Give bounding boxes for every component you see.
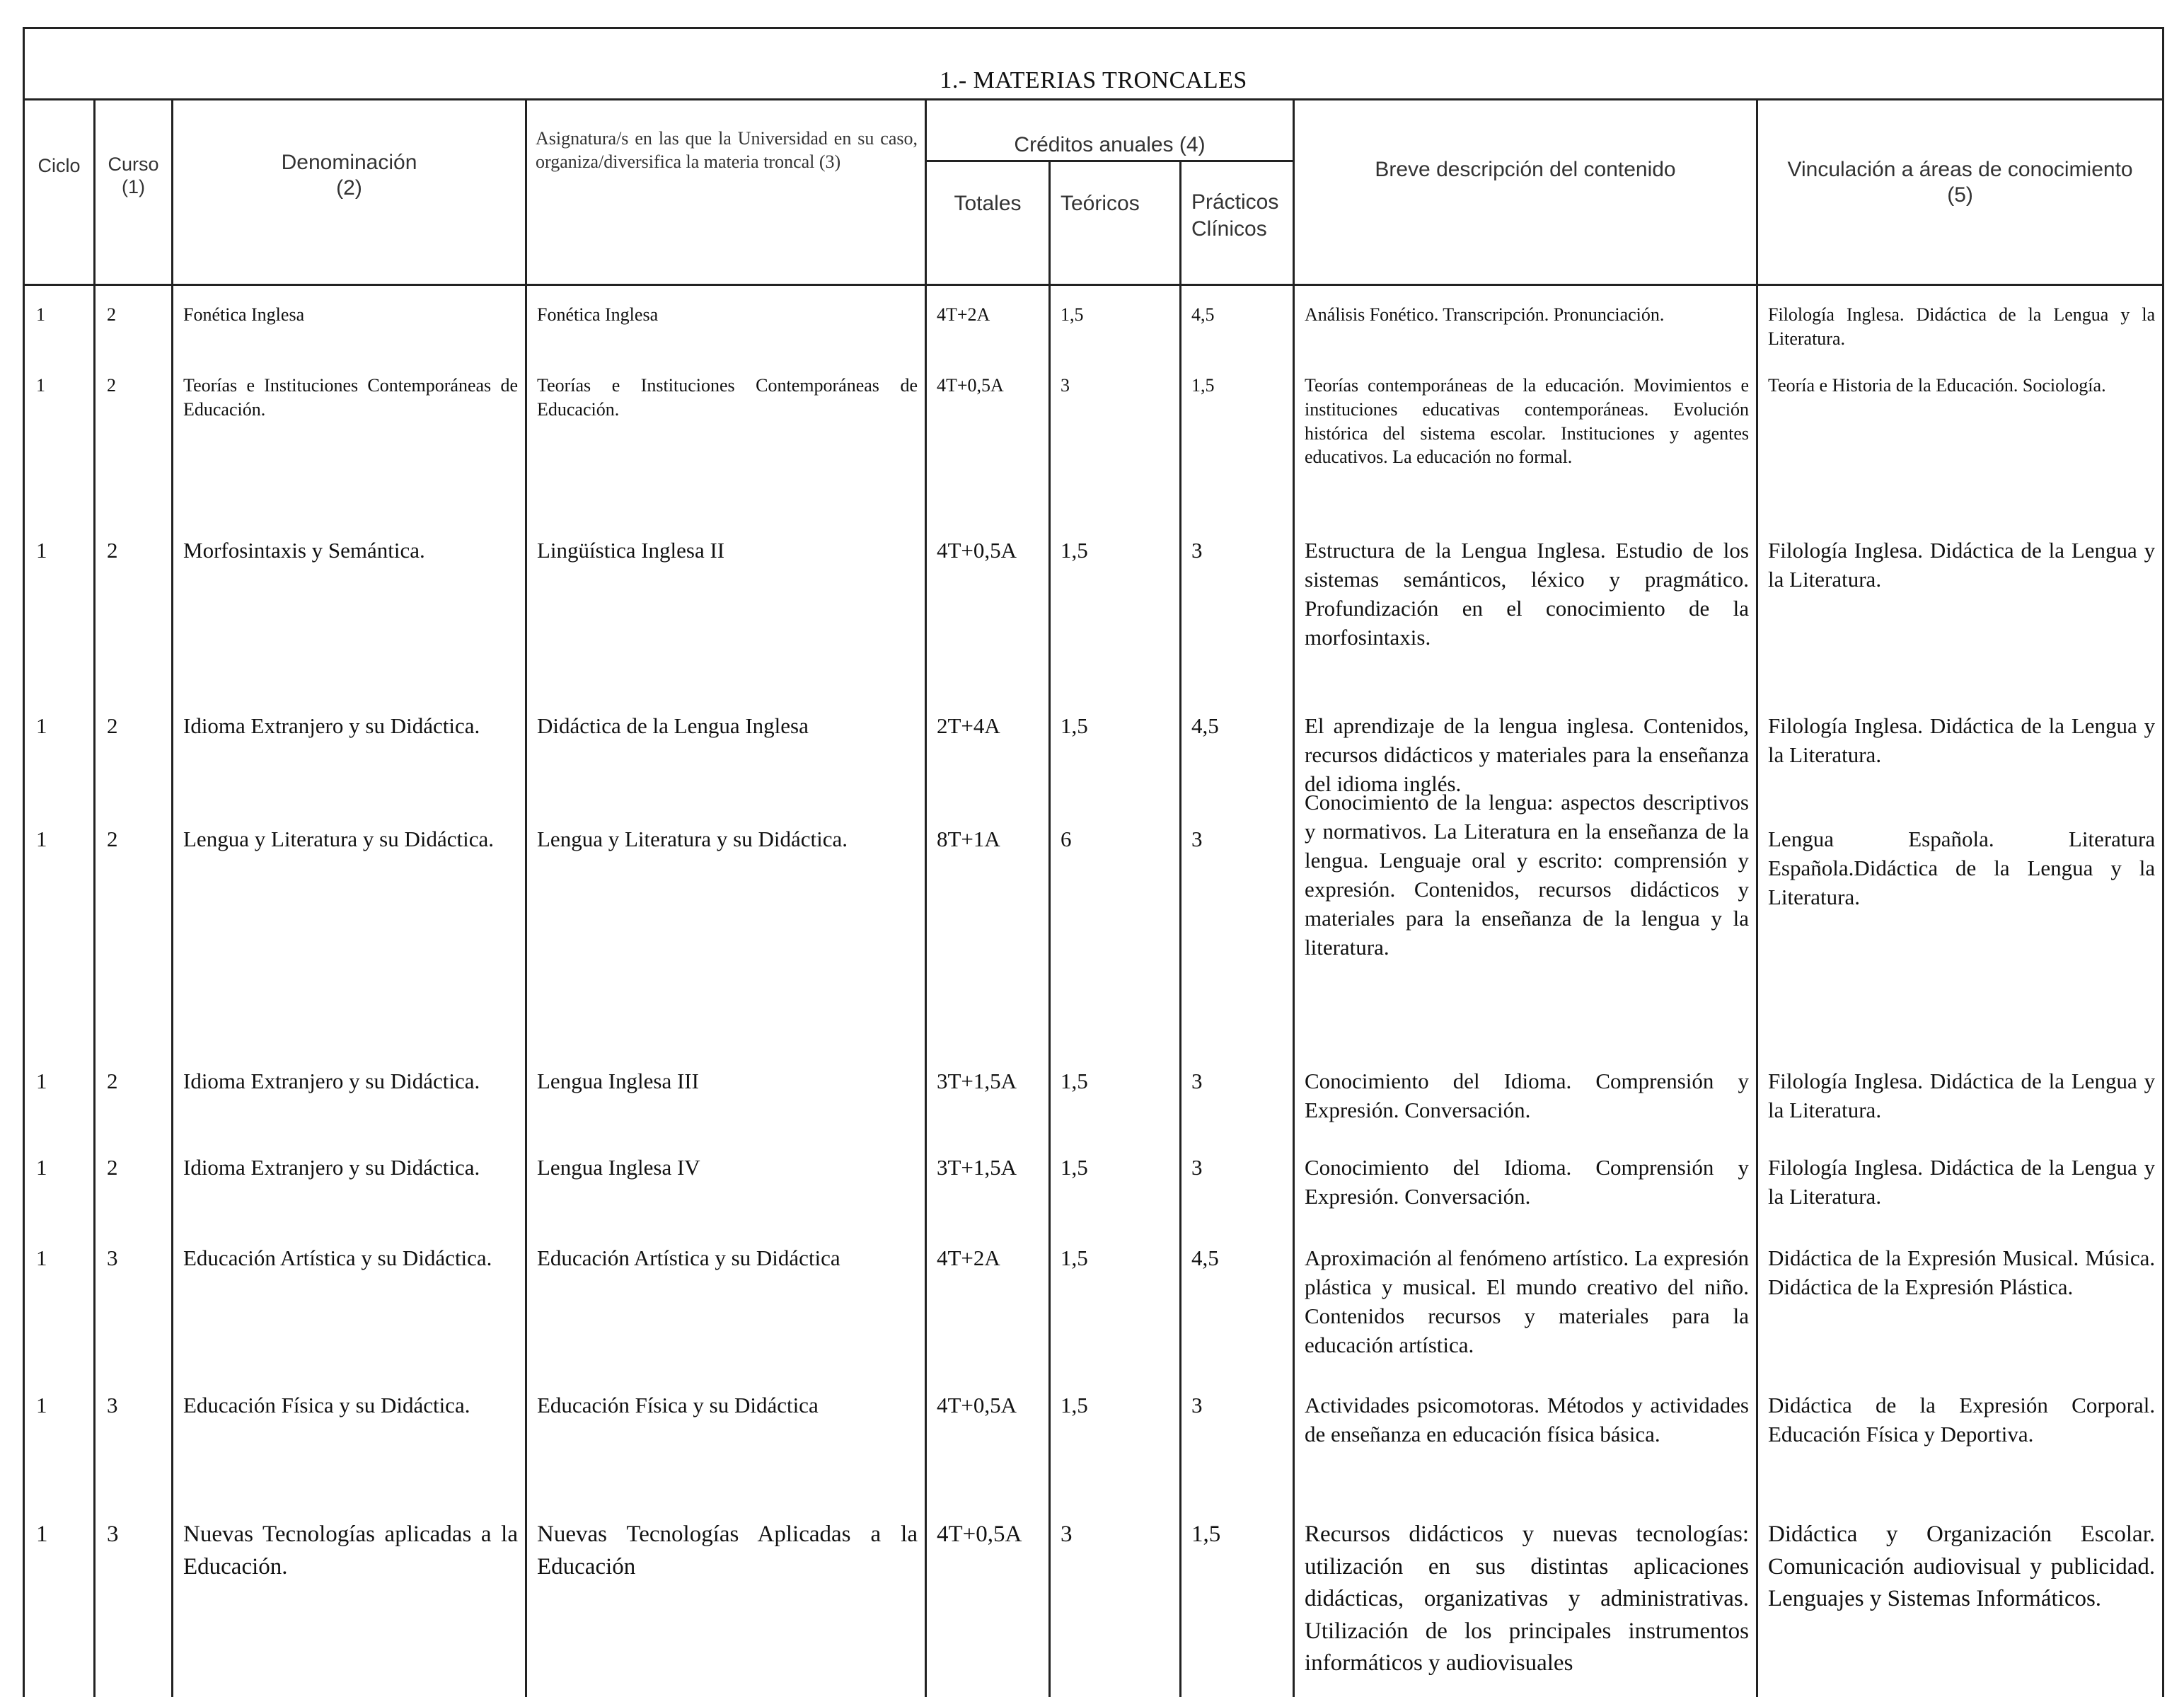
- cell-practicos: 4,5: [1181, 297, 1294, 368]
- cell-curso: 3: [95, 1238, 173, 1386]
- cell-ciclo: 1: [24, 706, 95, 819]
- table-row: [24, 1148, 2163, 1238]
- cell-ciclo: 1: [24, 1386, 95, 1513]
- cell-practicos: 4,5: [1181, 1238, 1294, 1386]
- cell-practicos: 3: [1181, 1148, 1294, 1238]
- cell-curso: 2: [95, 531, 173, 706]
- cell-curso: 2: [95, 819, 173, 1062]
- table-row: [24, 368, 2163, 531]
- cell-vinculacion: Filología Inglesa. Didáctica de la Lengua y la Literatura.: [1757, 1062, 2163, 1148]
- cell-descripcion: Teorías contemporáneas de la educación. Movimientos e instituciones educativas contemporáneas. Evolución histórica del sistema escolar. Instituciones y agentes educativos. La educación no formal.: [1294, 368, 1757, 531]
- cell-descripcion: Aproximación al fenómeno artístico. La expresión plástica y musical. El mundo creativo del niño. Contenidos recursos y materiales para la educación artística.: [1294, 1238, 1757, 1386]
- cell-teoricos: 1,5: [1050, 706, 1181, 819]
- cell-totales: 3T+1,5A: [926, 1148, 1050, 1238]
- cell-vinculacion: Didáctica de la Expresión Musical. Música. Didáctica de la Expresión Plástica.: [1757, 1238, 2163, 1386]
- cell-vinculacion: Didáctica de la Expresión Corporal. Educación Física y Deportiva.: [1757, 1386, 2163, 1513]
- cell-teoricos: 1,5: [1050, 1148, 1181, 1238]
- cell-asignatura: Nuevas Tecnologías Aplicadas a la Educación: [526, 1513, 926, 1697]
- cell-curso: 2: [95, 1062, 173, 1148]
- cell-asignatura: Fonética Inglesa: [526, 297, 926, 368]
- header-denominacion: Denominación (2): [173, 100, 526, 285]
- cell-denominacion: Nuevas Tecnologías aplicadas a la Educación.: [173, 1513, 526, 1697]
- cell-curso: 2: [95, 1148, 173, 1238]
- table-row: [24, 1513, 2163, 1697]
- cell-practicos: 3: [1181, 1386, 1294, 1513]
- cell-ciclo: 1: [24, 1148, 95, 1238]
- cell-practicos: 4,5: [1181, 706, 1294, 819]
- cell-totales: 4T+2A: [926, 1238, 1050, 1386]
- cell-curso: 2: [95, 368, 173, 531]
- cell-vinculacion: Filología Inglesa. Didáctica de la Lengua y la Literatura.: [1757, 297, 2163, 368]
- header-asignaturas: Asignatura/s en las que la Universidad en su caso, organiza/diversifica la materia troncal (3): [526, 100, 926, 285]
- table-row: [24, 1062, 2163, 1148]
- cell-totales: 4T+0,5A: [926, 1513, 1050, 1697]
- header-teoricos: Teóricos: [1050, 161, 1181, 285]
- cell-teoricos: 1,5: [1050, 1386, 1181, 1513]
- cell-curso: 2: [95, 706, 173, 819]
- cell-vinculacion: Lengua Española. Literatura Española.Didáctica de la Lengua y la Literatura.: [1757, 819, 2163, 1062]
- cell-descripcion: Conocimiento del Idioma. Comprensión y Expresión. Conversación.: [1294, 1062, 1757, 1148]
- cell-asignatura: Lingüística Inglesa II: [526, 531, 926, 706]
- cell-practicos: 1,5: [1181, 368, 1294, 531]
- cell-totales: 4T+0,5A: [926, 531, 1050, 706]
- cell-totales: 4T+2A: [926, 297, 1050, 368]
- cell-teoricos: 1,5: [1050, 531, 1181, 706]
- table-row: [24, 297, 2163, 368]
- cell-practicos: 1,5: [1181, 1513, 1294, 1697]
- cell-descripcion: Actividades psicomotoras. Métodos y actividades de enseñanza en educación física básica.: [1294, 1386, 1757, 1513]
- cell-teoricos: 3: [1050, 1513, 1181, 1697]
- cell-totales: 4T+0,5A: [926, 1386, 1050, 1513]
- cell-teoricos: 3: [1050, 368, 1181, 531]
- cell-curso: 3: [95, 1513, 173, 1697]
- header-totales: Totales: [926, 161, 1050, 285]
- cell-denominacion: Morfosintaxis y Semántica.: [173, 531, 526, 706]
- header-creditos-anuales: Créditos anuales (4): [926, 100, 1294, 161]
- cell-descripcion: Recursos didácticos y nuevas tecnologías: utilización en sus distintas aplicaciones didácticas, organizativas y administrativas. Utilización de los principales instrumentos informáticos y audiovisuales: [1294, 1513, 1757, 1697]
- cell-denominacion: Idioma Extranjero y su Didáctica.: [173, 706, 526, 819]
- cell-teoricos: 1,5: [1050, 1062, 1181, 1148]
- cell-practicos: 3: [1181, 531, 1294, 706]
- cell-denominacion: Lengua y Literatura y su Didáctica.: [173, 819, 526, 1062]
- cell-denominacion: Educación Física y su Didáctica.: [173, 1386, 526, 1513]
- cell-ciclo: 1: [24, 368, 95, 531]
- cell-teoricos: 1,5: [1050, 297, 1181, 368]
- cell-practicos: 3: [1181, 819, 1294, 1062]
- cell-asignatura: Didáctica de la Lengua Inglesa: [526, 706, 926, 819]
- materias-troncales-table: [23, 27, 2164, 1697]
- table-row: [24, 819, 2163, 1062]
- header-vinculacion: Vinculación a áreas de conocimiento (5): [1757, 100, 2163, 285]
- table-title: 1.- MATERIAS TRONCALES: [24, 28, 2163, 100]
- cell-totales: 3T+1,5A: [926, 1062, 1050, 1148]
- cell-totales: 8T+1A: [926, 819, 1050, 1062]
- cell-descripcion: Conocimiento del Idioma. Comprensión y Expresión. Conversación.: [1294, 1148, 1757, 1238]
- cell-teoricos: 1,5: [1050, 1238, 1181, 1386]
- cell-vinculacion: Teoría e Historia de la Educación. Sociología.: [1757, 368, 2163, 531]
- table-row: [24, 1386, 2163, 1513]
- cell-denominacion: Idioma Extranjero y su Didáctica.: [173, 1148, 526, 1238]
- header-descripcion: Breve descripción del contenido: [1294, 100, 1757, 285]
- cell-ciclo: 1: [24, 1238, 95, 1386]
- cell-vinculacion: Filología Inglesa. Didáctica de la Lengua y la Literatura.: [1757, 706, 2163, 819]
- cell-descripcion: El aprendizaje de la lengua inglesa. Contenidos, recursos didácticos y materiales para la enseñanza del idioma inglés.: [1294, 706, 1757, 819]
- cell-descripcion: Conocimiento de la lengua: aspectos descriptivos y normativos. La Literatura en la enseñanza de la lengua. Lenguaje oral y escrito: comprensión y expresión. Contenidos, recursos didácticos y materiales para la enseñanza de la lengua y la literatura.: [1294, 783, 1757, 1025]
- cell-asignatura: Lengua y Literatura y su Didáctica.: [526, 819, 926, 1062]
- cell-denominacion: Educación Artística y su Didáctica.: [173, 1238, 526, 1386]
- header-ciclo: Ciclo: [24, 100, 95, 285]
- cell-ciclo: 1: [24, 1062, 95, 1148]
- cell-asignatura: Lengua Inglesa III: [526, 1062, 926, 1148]
- table-row: [24, 1238, 2163, 1386]
- cell-asignatura: Educación Artística y su Didáctica: [526, 1238, 926, 1386]
- cell-ciclo: 1: [24, 1513, 95, 1697]
- cell-practicos: 3: [1181, 1062, 1294, 1148]
- table-row: [24, 531, 2163, 706]
- cell-denominacion: Teorías e Instituciones Contemporáneas de Educación.: [173, 368, 526, 531]
- cell-vinculacion: Didáctica y Organización Escolar. Comunicación audiovisual y publicidad. Lenguajes y Sistemas Informáticos.: [1757, 1513, 2163, 1697]
- table-row: [24, 706, 2163, 819]
- cell-denominacion: Fonética Inglesa: [173, 297, 526, 368]
- cell-vinculacion: Filología Inglesa. Didáctica de la Lengua y la Literatura.: [1757, 531, 2163, 706]
- header-practicos-clinicos: Prácticos Clínicos: [1181, 161, 1294, 285]
- document-page: [23, 27, 2162, 1694]
- cell-vinculacion: Filología Inglesa. Didáctica de la Lengua y la Literatura.: [1757, 1148, 2163, 1238]
- cell-ciclo: 1: [24, 297, 95, 368]
- cell-asignatura: Teorías e Instituciones Contemporáneas de Educación.: [526, 368, 926, 531]
- cell-denominacion: Idioma Extranjero y su Didáctica.: [173, 1062, 526, 1148]
- cell-ciclo: 1: [24, 819, 95, 1062]
- cell-ciclo: 1: [24, 531, 95, 706]
- cell-descripcion: Estructura de la Lengua Inglesa. Estudio de los sistemas semánticos, léxico y pragmático. Profundización en el conocimiento de la morfosintaxis.: [1294, 531, 1757, 706]
- header-curso: Curso (1): [95, 100, 173, 285]
- cell-totales: 2T+4A: [926, 706, 1050, 819]
- cell-descripcion: Análisis Fonético. Transcripción. Pronunciación.: [1294, 297, 1757, 368]
- cell-totales: 4T+0,5A: [926, 368, 1050, 531]
- cell-asignatura: Educación Física y su Didáctica: [526, 1386, 926, 1513]
- cell-curso: 3: [95, 1386, 173, 1513]
- cell-teoricos: 6: [1050, 819, 1181, 1062]
- cell-curso: 2: [95, 297, 173, 368]
- cell-asignatura: Lengua Inglesa IV: [526, 1148, 926, 1238]
